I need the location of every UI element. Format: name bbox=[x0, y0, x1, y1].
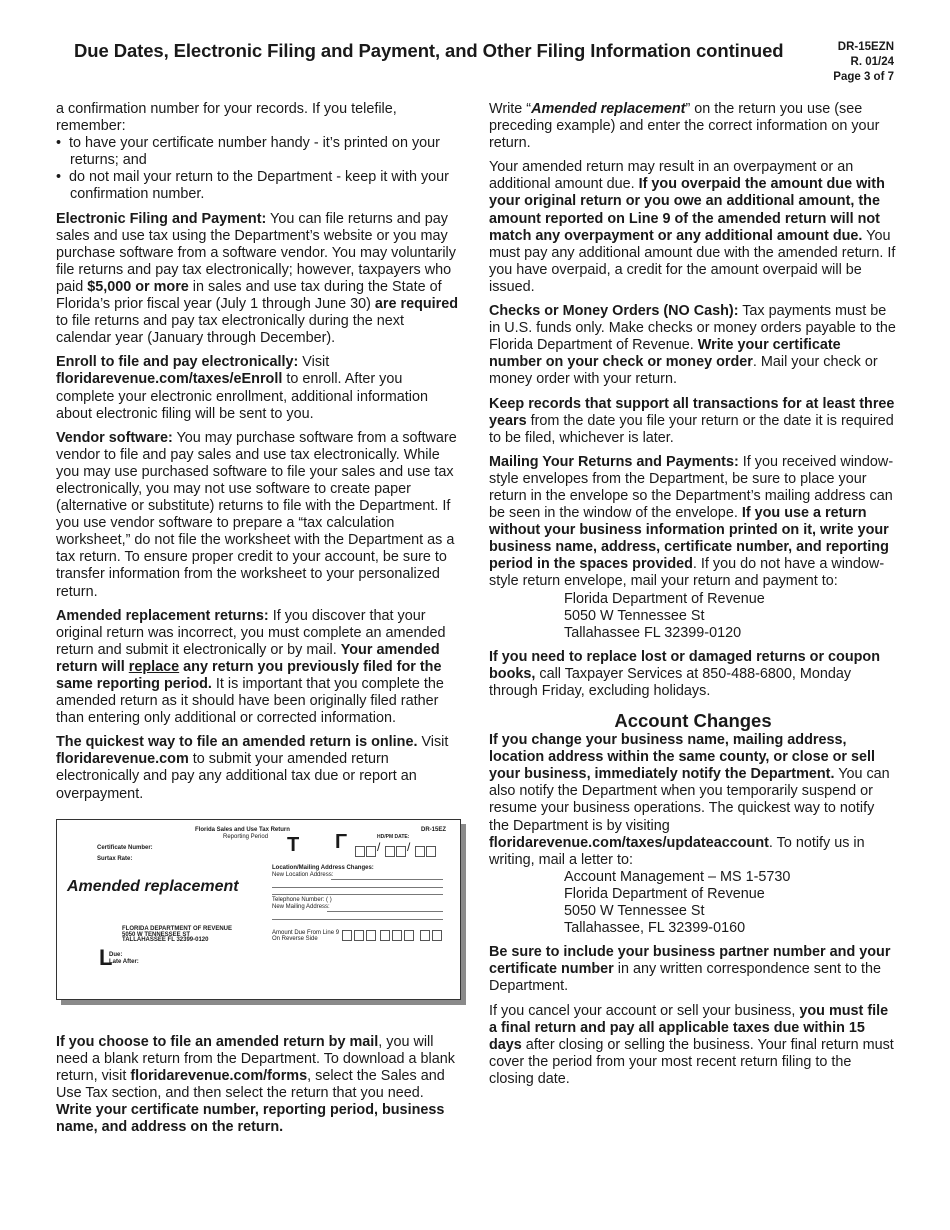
page-number: Page 3 of 7 bbox=[833, 71, 894, 83]
enroll-paragraph: Enroll to file and pay electronically: Visit floridarevenue.com/taxes/eEnroll to enroll. After you complete your electronic enrollment, additional information about electronic filing will be sent to you. bbox=[56, 354, 428, 422]
account-changes-paragraph: If you change your business name, mailing address, location address within the same county, or close or sell your business, immediately notify the Department. You can also notify the Department when you temporarily suspend or resume your business operations. The quickest way to notify the Department is by visiting floridarevenue.com/taxes/updateaccount. To notify us in writing, mail a letter to: bbox=[489, 732, 890, 868]
form-id: DR-15EZN bbox=[837, 41, 894, 53]
include-numbers-paragraph: Be sure to include your business partner number and your certificate number in any written correspondence sent to the Department. bbox=[489, 944, 891, 995]
sample-location-changes: Location/Mailing Address Changes: bbox=[272, 864, 374, 871]
address-line: Tallahassee, FL 32399-0160 bbox=[564, 920, 746, 937]
telefile-bullet-list bbox=[56, 135, 462, 203]
date-box bbox=[366, 846, 376, 857]
sample-hdpm-date: HD/PM DATE: bbox=[377, 833, 410, 840]
amount-box bbox=[420, 930, 430, 941]
corner-mark: T bbox=[287, 833, 300, 856]
sample-telephone: Telephone Number: ( ) bbox=[272, 896, 332, 903]
sample-amended-label: Amended replacement bbox=[67, 877, 239, 895]
sample-certificate-number: Certificate Number: bbox=[97, 844, 153, 851]
date-box bbox=[385, 846, 395, 857]
section-title: Vendor software: bbox=[56, 429, 173, 446]
sample-dept-name: FLORIDA DEPARTMENT OF REVENUE bbox=[122, 925, 233, 932]
mailing-paragraph: Mailing Your Returns and Payments: If you received window-style envelopes from the Department, be sure to place your return in the envelope so the Department’s mailing address can be seen in the window of the envelope. If you use a return without your business information printed on it, write your business name, address, certificate number, and reporting period in the spaces provided. If you do not have a window-style return envelope, mail your return and payment to: bbox=[489, 453, 894, 590]
sample-amount-due: Amount Due From Line 9 bbox=[272, 929, 340, 936]
cancel-account-paragraph: If you cancel your account or sell your business, you must file a final return and pay all applicable taxes due within 15 days after closing or selling the business. Your final return must cover the period from your most recent return filing to the closing date. bbox=[489, 1002, 894, 1087]
eenroll-link[interactable]: floridarevenue.com/taxes/eEnroll bbox=[56, 371, 283, 388]
date-box bbox=[426, 846, 436, 857]
account-management-address bbox=[489, 869, 897, 937]
address-line: Account Management – MS 1-5730 bbox=[564, 868, 791, 885]
form-code-block bbox=[833, 40, 894, 85]
address-line: Florida Department of Revenue bbox=[564, 590, 765, 607]
forms-link[interactable]: floridarevenue.com/forms bbox=[130, 1067, 308, 1084]
address-line: Tallahassee FL 32399-0120 bbox=[564, 624, 742, 641]
date-box bbox=[415, 846, 425, 857]
list-item: • do not mail your return to the Department - keep it with your confirmation number. bbox=[56, 169, 449, 203]
sample-form-title: Florida Sales and Use Tax Return bbox=[195, 826, 290, 833]
list-item: • to have your certificate number handy - it’s printed on your returns; and bbox=[56, 135, 440, 169]
sample-return-figure: Florida Sales and Use Tax Return DR-15EZ Reporting Period T Γ HD/PM DATE: / / Certificate Number: Surtax Rate: Location/Mailing Address Changes: New Location Address: Telephone Number: ( ) New Mailing Address: Amended replacement FLORIDA DEPARTMENT OF REVENUE 5050 W TENNESSEE ST TALLAHASSEE FL 32399-0120 Amount Due From Line 9 On Reverse Side L Due: Late After: bbox=[56, 819, 461, 1000]
right-column bbox=[489, 101, 897, 1095]
left-column bbox=[56, 101, 462, 1143]
section-title: Checks or Money Orders (NO Cash): bbox=[489, 303, 739, 320]
date-box bbox=[396, 846, 406, 857]
amount-box bbox=[342, 930, 352, 941]
sample-due: Due: bbox=[109, 951, 123, 958]
amended-by-mail-paragraph: If you choose to file an amended return by mail, you will need a blank return from the Department. To download a blank return, visit floridarevenue.com/forms, select the Sales and Use Tax section, and then select the return that you need. Write your certificate number, reporting period, business name, and address on the return. bbox=[56, 1033, 455, 1136]
amount-box bbox=[354, 930, 364, 941]
corner-mark: Γ bbox=[335, 830, 348, 853]
records-paragraph: Keep records that support all transactions for at least three years from the date you file your return or the date it is required to be filed, whichever is later. bbox=[489, 395, 895, 446]
form-revision: R. 01/24 bbox=[850, 56, 894, 68]
section-title: Enroll to file and pay electronically: bbox=[56, 354, 299, 371]
amount-box bbox=[380, 930, 390, 941]
electronic-filing-paragraph: Electronic Filing and Payment: You can file returns and pay sales and use tax using the Department’s website or you may purchase software from a software vendor. You may voluntarily file returns and pay tax electronically; however, taxpayers who paid $5,000 or more in sales and use tax during the State of Florida’s prior fiscal year (July 1 through June 30) are required to file returns and pay tax electronically during the next calendar year (January through December). bbox=[56, 210, 459, 347]
sample-new-location: New Location Address: bbox=[272, 871, 334, 878]
intro-paragraph: a confirmation number for your records. If you telefile, remember: bbox=[56, 101, 397, 135]
sample-form-id: DR-15EZ bbox=[421, 826, 447, 833]
page-title: Due Dates, Electronic Filing and Payment, and Other Filing Information continued bbox=[74, 40, 784, 61]
address-line: 5050 W Tennessee St bbox=[564, 607, 705, 624]
sample-dept-city: TALLAHASSEE FL 32399-0120 bbox=[122, 936, 209, 943]
amount-box bbox=[366, 930, 376, 941]
sample-surtax-rate: Surtax Rate: bbox=[97, 855, 133, 862]
mailing-address bbox=[489, 591, 897, 642]
vendor-software-paragraph: Vendor software: You may purchase software from a software vendor to file and pay sales and use tax electronically. While you may use purchased software to file your sales and use tax electronically, you may not use software to create paper (alternative or substitute) returns to file with the Department. If you use vendor software to prepare a “tax calculation worksheet,” do not file the worksheet with the Department as a tax return. To ensure proper credit to your account, be sure to transfer information from the worksheet to your personalized return. bbox=[56, 429, 457, 600]
overpayment-paragraph: Your amended return may result in an overpayment or an additional amount due. If you overpaid the amount due with your original return or you owe an additional amount, the amount reported on Line 9 of the amended return will not match any overpayment or any additional amount due. You must pay any additional amount due with the amended return. If you have overpaid, a credit for the amount overpaid will be issued. bbox=[489, 159, 896, 295]
corner-mark: L bbox=[99, 944, 113, 970]
address-line: 5050 W Tennessee St bbox=[564, 903, 705, 920]
amount-box bbox=[432, 930, 442, 941]
write-amended-paragraph: Write “Amended replacement” on the return you use (see preceding example) and enter the correct information on your return. bbox=[489, 101, 880, 152]
section-title: Mailing Your Returns and Payments: bbox=[489, 453, 739, 470]
section-title: The quickest way to file an amended return is online. bbox=[56, 734, 418, 751]
sample-dept-street: 5050 W TENNESSEE ST bbox=[122, 931, 191, 938]
address-line: Florida Department of Revenue bbox=[564, 885, 765, 902]
replace-returns-paragraph: If you need to replace lost or damaged returns or coupon books, call Taxpayer Services at 850-488-6800, Monday through Friday, excluding holidays. bbox=[489, 648, 881, 699]
checks-paragraph: Checks or Money Orders (NO Cash): Tax payments must be in U.S. funds only. Make checks or money orders payable to the Florida Department of Revenue. Write your certificate number on your check or money order. Mail your check or money order with your return. bbox=[489, 303, 896, 388]
amount-box bbox=[392, 930, 402, 941]
floridarevenue-link[interactable]: floridarevenue.com bbox=[56, 751, 189, 768]
date-box bbox=[355, 846, 365, 857]
amount-box bbox=[404, 930, 414, 941]
sample-reverse-side: On Reverse Side bbox=[272, 935, 318, 942]
account-changes-heading: Account Changes bbox=[614, 710, 772, 732]
amended-returns-paragraph: Amended replacement returns: If you discover that your original return was incorrect, you must complete an amended return and submit it electronically or by mail. Your amended return will replace any return you previously filed for the same reporting period. It is important that you complete the amended return as it should have been originally filed rather than entering only additional or corrected information. bbox=[56, 607, 446, 727]
sample-new-mailing: New Mailing Address: bbox=[272, 903, 330, 910]
section-title: Amended replacement returns: bbox=[56, 607, 269, 624]
section-title: Electronic Filing and Payment: bbox=[56, 210, 267, 227]
quickest-way-paragraph: The quickest way to file an amended return is online. Visit floridarevenue.com to submit your amended return electronically and pay any additional tax due or report an overpayment. bbox=[56, 734, 449, 802]
update-account-link[interactable]: floridarevenue.com/taxes/updateaccount bbox=[489, 834, 769, 851]
sample-reporting-period: Reporting Period bbox=[223, 833, 269, 840]
sample-late-after: Late After: bbox=[109, 958, 139, 965]
